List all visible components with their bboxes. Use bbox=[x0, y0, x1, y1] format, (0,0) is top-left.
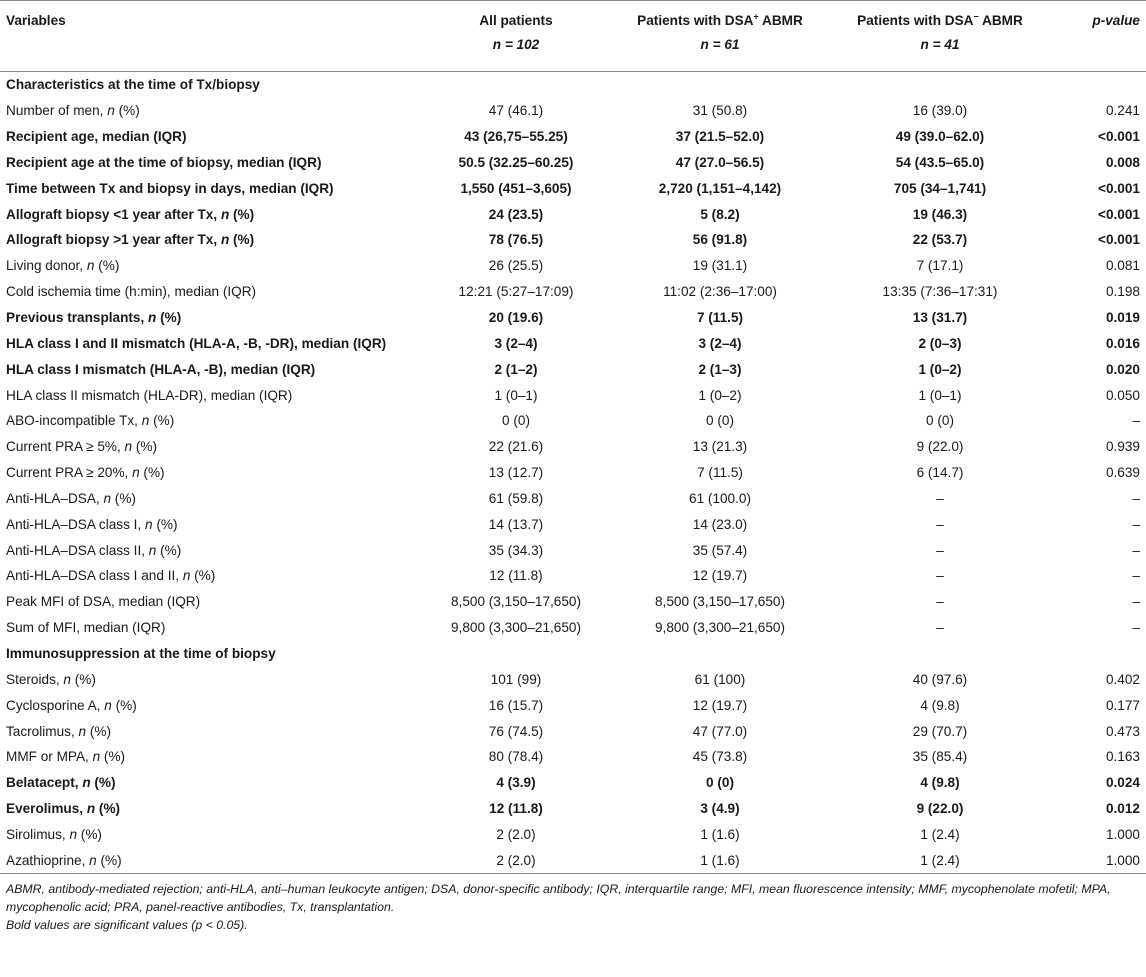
cell-all-patients: 24 (23.5) bbox=[488, 206, 544, 222]
table-row bbox=[0, 847, 1146, 873]
cell-pvalue: 0.008 bbox=[1105, 154, 1140, 170]
section-header bbox=[0, 72, 1146, 98]
cell-all-patients: 1,550 (451–3,605) bbox=[460, 180, 572, 196]
table-row bbox=[0, 124, 1146, 150]
cell-dsa-negative: – bbox=[936, 620, 944, 636]
cell-pvalue: 0.016 bbox=[1105, 335, 1140, 351]
row-label-tail: (%) bbox=[100, 749, 126, 765]
row-label-italic: n bbox=[141, 413, 150, 429]
row-label-text: Allograft biopsy <1 year after Tx, bbox=[6, 206, 221, 222]
header-dsa-negative-suffix: ABMR bbox=[978, 13, 1023, 28]
row-label-text: Recipient age, median (IQR) bbox=[6, 129, 187, 145]
table-row bbox=[0, 692, 1146, 718]
row-label-tail: (%) bbox=[229, 206, 255, 222]
cell-pvalue: – bbox=[1132, 594, 1140, 610]
header-dsa-negative-n bbox=[828, 35, 1052, 72]
row-label-text: Sirolimus, bbox=[6, 826, 70, 842]
row-label bbox=[0, 796, 420, 822]
cell-all-patients: 16 (15.7) bbox=[488, 697, 544, 713]
header-pvalue bbox=[1052, 1, 1146, 36]
row-label-tail: (%) bbox=[229, 232, 255, 248]
row-label-text: Peak MFI of DSA, median (IQR) bbox=[6, 594, 201, 610]
cell-all-patients: 0 (0) bbox=[502, 413, 530, 429]
table-row bbox=[0, 175, 1146, 201]
cell-dsa-negative: 13 (31.7) bbox=[912, 310, 968, 326]
row-label-tail: (%) bbox=[156, 542, 182, 558]
table-row bbox=[0, 486, 1146, 512]
row-label-tail: (%) bbox=[95, 801, 121, 817]
section-header bbox=[0, 641, 1146, 667]
cell-all-patients: 50.5 (32.25–60.25) bbox=[458, 154, 574, 170]
table-row bbox=[0, 434, 1146, 460]
cell-dsa-negative: 22 (53.7) bbox=[912, 232, 968, 248]
cell-dsa-positive: 9,800 (3,300–21,650) bbox=[654, 620, 785, 636]
row-label bbox=[0, 227, 420, 253]
cell-all-patients: 4 (3.9) bbox=[496, 775, 536, 791]
row-label-text: Anti-HLA–DSA, bbox=[6, 490, 104, 506]
row-label-italic: n bbox=[220, 206, 230, 222]
cell-pvalue: 0.473 bbox=[1105, 723, 1140, 739]
cell-pvalue: 0.050 bbox=[1105, 387, 1140, 403]
footnote-abbreviations: ABMR, antibody-mediated rejection; anti-HLA, anti–human leukocyte antigen; DSA, donor-specific antibody; IQR, interquartile range; MFI, mean fluorescence intensity; MMF, mycophenolate mofetil; MPA, mycophenolic acid; PRA, panel-reactive antibodies, Tx, transplantation. bbox=[6, 882, 1111, 915]
row-label-text: Anti-HLA–DSA class I and II, bbox=[6, 568, 183, 584]
cell-pvalue: – bbox=[1132, 620, 1140, 636]
row-label bbox=[0, 356, 420, 382]
row-label-text: Living donor, bbox=[6, 258, 87, 274]
cell-all-patients: 80 (78.4) bbox=[488, 749, 544, 765]
cell-dsa-negative: 49 (39.0–62.0) bbox=[895, 129, 985, 145]
header-dsa-negative-n-text: n = 41 bbox=[920, 37, 960, 52]
row-label-text: Anti-HLA–DSA class II, bbox=[6, 542, 149, 558]
row-label-italic: n bbox=[220, 232, 230, 248]
cell-dsa-positive: 1 (0–2) bbox=[698, 387, 742, 403]
table-row bbox=[0, 201, 1146, 227]
cell-dsa-positive: 0 (0) bbox=[706, 413, 734, 429]
row-label-text: Allograft biopsy >1 year after Tx, bbox=[6, 232, 221, 248]
table-row bbox=[0, 666, 1146, 692]
header-all-n-text: n = 102 bbox=[492, 37, 540, 52]
cell-dsa-negative: 54 (43.5–65.0) bbox=[895, 154, 985, 170]
cell-dsa-negative: 4 (9.8) bbox=[920, 775, 960, 791]
row-label-tail: (%) bbox=[156, 310, 182, 326]
row-label-tail: (%) bbox=[70, 671, 96, 687]
cell-dsa-negative: 0 (0) bbox=[926, 413, 954, 429]
cell-all-patients: 47 (46.1) bbox=[488, 103, 544, 119]
cell-dsa-negative: 7 (17.1) bbox=[916, 258, 964, 274]
row-label bbox=[0, 692, 420, 718]
cell-dsa-positive: 31 (50.8) bbox=[692, 103, 748, 119]
cell-pvalue: – bbox=[1132, 490, 1140, 506]
row-label-italic: n bbox=[132, 465, 140, 481]
footnote-bold-note: Bold values are significant values (p < 0.05). bbox=[6, 918, 248, 933]
cell-pvalue: – bbox=[1132, 568, 1140, 584]
cell-dsa-positive: 3 (2–4) bbox=[698, 335, 742, 351]
cell-dsa-negative: 2 (0–3) bbox=[918, 335, 962, 351]
cell-dsa-negative: 705 (34–1,741) bbox=[893, 180, 987, 196]
table-row bbox=[0, 150, 1146, 176]
cell-all-patients: 13 (12.7) bbox=[488, 465, 544, 481]
header-dsa-positive-prefix: Patients with DSA bbox=[637, 13, 754, 28]
table-row bbox=[0, 382, 1146, 408]
cell-dsa-positive: 47 (77.0) bbox=[692, 723, 748, 739]
cell-dsa-positive: 61 (100.0) bbox=[689, 490, 751, 506]
row-label-tail: (%) bbox=[139, 465, 165, 481]
header-pvalue-text: p-value bbox=[1092, 13, 1140, 28]
header-all-n bbox=[420, 35, 612, 72]
table-row bbox=[0, 821, 1146, 847]
header-empty bbox=[0, 35, 420, 72]
cell-dsa-positive: 56 (91.8) bbox=[692, 232, 748, 248]
cell-all-patients: 43 (26,75–55.25) bbox=[464, 129, 568, 145]
cell-all-patients: 35 (34.3) bbox=[488, 542, 544, 558]
cell-dsa-positive: 61 (100) bbox=[694, 671, 746, 687]
cell-dsa-positive: 47 (27.0–56.5) bbox=[675, 154, 765, 170]
cell-dsa-negative: – bbox=[936, 516, 944, 532]
row-label-italic: n bbox=[63, 671, 71, 687]
table-row bbox=[0, 253, 1146, 279]
header-all-patients: All patients bbox=[479, 13, 553, 28]
row-label bbox=[0, 847, 420, 873]
cell-all-patients: 12 (11.8) bbox=[489, 801, 543, 817]
cell-pvalue: 0.019 bbox=[1105, 310, 1140, 326]
row-label bbox=[0, 718, 420, 744]
table-row bbox=[0, 589, 1146, 615]
cell-pvalue: – bbox=[1132, 516, 1140, 532]
row-label bbox=[0, 124, 420, 150]
row-label-text: MMF or MPA, bbox=[6, 749, 93, 765]
table-row bbox=[0, 615, 1146, 641]
row-label bbox=[0, 201, 420, 227]
row-label-tail: (%) bbox=[86, 723, 111, 739]
cell-dsa-positive: 11:02 (2:36–17:00) bbox=[663, 284, 777, 300]
row-label bbox=[0, 253, 420, 279]
table-row bbox=[0, 356, 1146, 382]
row-label-italic: n bbox=[78, 723, 87, 739]
header-dsa-positive-n bbox=[612, 35, 828, 72]
row-label-text: HLA class I and II mismatch (HLA-A, -B, -DR), median (IQR) bbox=[6, 335, 387, 351]
table-row bbox=[0, 718, 1146, 744]
header-dsa-positive-suffix: ABMR bbox=[758, 13, 803, 28]
cell-dsa-negative: 9 (22.0) bbox=[916, 439, 964, 455]
row-label-text: Cyclosporine A, bbox=[6, 697, 105, 713]
table-footnotes bbox=[0, 874, 1146, 934]
row-label-tail: (%) bbox=[152, 516, 178, 532]
cell-pvalue: 0.241 bbox=[1105, 103, 1140, 119]
cell-dsa-positive: 2 (1–3) bbox=[698, 361, 742, 377]
cell-pvalue: <0.001 bbox=[1098, 232, 1140, 248]
row-label-text: Azathioprine, bbox=[6, 852, 90, 868]
cell-dsa-positive: 1 (1.6) bbox=[700, 852, 740, 868]
row-label bbox=[0, 744, 420, 770]
table-row bbox=[0, 227, 1146, 253]
cell-dsa-negative: – bbox=[936, 542, 944, 558]
row-label bbox=[0, 305, 420, 331]
row-label-text: Previous transplants, bbox=[6, 310, 149, 326]
cell-dsa-negative: 1 (0–2) bbox=[918, 361, 962, 377]
cell-dsa-negative: 1 (2.4) bbox=[920, 826, 960, 842]
table-row bbox=[0, 770, 1146, 796]
table-row bbox=[0, 330, 1146, 356]
row-label-text: Current PRA ≥ 5%, bbox=[6, 439, 125, 455]
row-label-text: Anti-HLA–DSA class I, bbox=[6, 516, 146, 532]
header-dsa-negative-prefix: Patients with DSA bbox=[857, 13, 974, 28]
section-title: Immunosuppression at the time of biopsy bbox=[6, 645, 276, 661]
cell-all-patients: 22 (21.6) bbox=[488, 439, 544, 455]
header-variables: Variables bbox=[6, 13, 66, 28]
cell-dsa-positive: 12 (19.7) bbox=[692, 697, 748, 713]
row-label-tail: (%) bbox=[111, 697, 137, 713]
row-label-text: Everolimus, bbox=[6, 801, 87, 817]
row-label bbox=[0, 486, 420, 512]
cell-all-patients: 14 (13.7) bbox=[488, 516, 544, 532]
row-label bbox=[0, 615, 420, 641]
row-label bbox=[0, 434, 420, 460]
cell-pvalue: <0.001 bbox=[1098, 206, 1140, 222]
cell-dsa-positive: 0 (0) bbox=[706, 775, 734, 791]
cell-all-patients: 8,500 (3,150–17,650) bbox=[450, 594, 581, 610]
row-label bbox=[0, 770, 420, 796]
cell-pvalue: 0.163 bbox=[1105, 749, 1140, 765]
cell-pvalue: 0.012 bbox=[1105, 801, 1140, 817]
table-row bbox=[0, 796, 1146, 822]
cell-dsa-negative: 13:35 (7:36–17:31) bbox=[882, 284, 998, 300]
cell-pvalue: 0.639 bbox=[1105, 465, 1140, 481]
cell-all-patients: 26 (25.5) bbox=[488, 258, 544, 274]
cell-all-patients: 2 (1–2) bbox=[494, 361, 538, 377]
section-title: Characteristics at the time of Tx/biopsy bbox=[6, 77, 260, 93]
cell-dsa-positive: 35 (57.4) bbox=[692, 542, 748, 558]
row-label-tail: (%) bbox=[132, 439, 158, 455]
cell-dsa-negative: 4 (9.8) bbox=[920, 697, 960, 713]
row-label-text: Tacrolimus, bbox=[6, 723, 79, 739]
cell-all-patients: 78 (76.5) bbox=[488, 232, 544, 248]
cell-dsa-positive: 19 (31.1) bbox=[692, 258, 748, 274]
cell-pvalue: 0.024 bbox=[1105, 775, 1140, 791]
row-label-italic: n bbox=[69, 826, 78, 842]
header-dsa-negative-sup: − bbox=[973, 11, 979, 22]
row-label-tail: (%) bbox=[77, 826, 102, 842]
table-row bbox=[0, 408, 1146, 434]
cell-dsa-positive: 7 (11.5) bbox=[696, 310, 744, 326]
row-label-italic: n bbox=[104, 697, 112, 713]
row-label-italic: n bbox=[82, 775, 91, 791]
row-label-text: Belatacept, bbox=[6, 775, 83, 791]
row-label-tail: (%) bbox=[190, 568, 216, 584]
cell-dsa-positive: 5 (8.2) bbox=[700, 206, 740, 222]
cell-dsa-negative: 29 (70.7) bbox=[912, 723, 968, 739]
table-row bbox=[0, 305, 1146, 331]
cell-pvalue: – bbox=[1132, 413, 1140, 429]
row-label bbox=[0, 460, 420, 486]
row-label-text: Number of men, bbox=[6, 103, 108, 119]
cell-pvalue: 0.402 bbox=[1105, 671, 1140, 687]
row-label-italic: n bbox=[124, 439, 133, 455]
cell-dsa-positive: 37 (21.5–52.0) bbox=[675, 129, 765, 145]
row-label bbox=[0, 98, 420, 124]
row-label bbox=[0, 666, 420, 692]
row-label bbox=[0, 382, 420, 408]
table-header bbox=[0, 1, 1146, 72]
cell-dsa-positive: 3 (4.9) bbox=[700, 801, 740, 817]
table-row bbox=[0, 98, 1146, 124]
cell-dsa-negative: 1 (2.4) bbox=[920, 852, 960, 868]
row-label-italic: n bbox=[148, 542, 157, 558]
cell-dsa-negative: 19 (46.3) bbox=[912, 206, 968, 222]
table-row bbox=[0, 460, 1146, 486]
cell-dsa-positive: 14 (23.0) bbox=[692, 516, 748, 532]
cell-dsa-positive: 13 (21.3) bbox=[692, 439, 748, 455]
row-label bbox=[0, 537, 420, 563]
cell-dsa-positive: 2,720 (1,151–4,142) bbox=[658, 180, 782, 196]
cell-dsa-negative: – bbox=[936, 568, 944, 584]
cell-dsa-positive: 45 (73.8) bbox=[692, 749, 748, 765]
cell-dsa-negative: 1 (0–1) bbox=[918, 387, 962, 403]
row-label-italic: n bbox=[107, 103, 115, 119]
cell-pvalue: 0.020 bbox=[1105, 361, 1140, 377]
cell-pvalue: 0.081 bbox=[1105, 258, 1140, 274]
row-label-italic: n bbox=[92, 749, 101, 765]
table-row bbox=[0, 744, 1146, 770]
row-label-italic: n bbox=[182, 568, 191, 584]
header-pvalue-empty bbox=[1052, 35, 1146, 72]
cell-all-patients: 76 (74.5) bbox=[488, 723, 544, 739]
cell-pvalue: 0.198 bbox=[1105, 284, 1140, 300]
cell-dsa-positive: 8,500 (3,150–17,650) bbox=[654, 594, 785, 610]
row-label-text: Cold ischemia time (h:min), median (IQR) bbox=[6, 284, 257, 300]
table-row bbox=[0, 279, 1146, 305]
row-label-tail: (%) bbox=[111, 490, 136, 506]
header-dsa-positive-sup: + bbox=[753, 11, 759, 22]
cell-dsa-negative: 40 (97.6) bbox=[912, 671, 968, 687]
cell-dsa-negative: – bbox=[936, 490, 944, 506]
row-label-italic: n bbox=[86, 801, 96, 817]
cell-pvalue: <0.001 bbox=[1098, 129, 1140, 145]
row-label-text: Recipient age at the time of biopsy, median (IQR) bbox=[6, 154, 322, 170]
cell-all-patients: 2 (2.0) bbox=[496, 826, 536, 842]
row-label-text: HLA class I mismatch (HLA-A, -B), median (IQR) bbox=[6, 361, 316, 377]
row-label-italic: n bbox=[86, 258, 95, 274]
cell-pvalue: <0.001 bbox=[1098, 180, 1140, 196]
row-label bbox=[0, 589, 420, 615]
cell-pvalue: 1.000 bbox=[1105, 852, 1140, 868]
row-label bbox=[0, 330, 420, 356]
row-label-tail: (%) bbox=[94, 258, 120, 274]
row-label-italic: n bbox=[148, 310, 157, 326]
row-label bbox=[0, 279, 420, 305]
row-label-tail: (%) bbox=[114, 103, 140, 119]
table-body bbox=[0, 72, 1146, 874]
table-row bbox=[0, 537, 1146, 563]
header-dsa-negative bbox=[828, 1, 1052, 36]
cell-dsa-negative: – bbox=[936, 594, 944, 610]
cell-dsa-positive: 12 (19.7) bbox=[692, 568, 748, 584]
row-label-text: HLA class II mismatch (HLA-DR), median (IQR) bbox=[6, 387, 293, 403]
row-label-text: Time between Tx and biopsy in days, median (IQR) bbox=[6, 180, 334, 196]
cell-dsa-positive: 7 (11.5) bbox=[697, 465, 743, 481]
row-label bbox=[0, 821, 420, 847]
row-label bbox=[0, 150, 420, 176]
table-row bbox=[0, 511, 1146, 537]
cell-dsa-negative: 9 (22.0) bbox=[916, 801, 964, 817]
cell-all-patients: 3 (2–4) bbox=[494, 335, 538, 351]
row-label-italic: n bbox=[89, 852, 97, 868]
cell-all-patients: 9,800 (3,300–21,650) bbox=[450, 620, 581, 636]
cell-pvalue: 1.000 bbox=[1105, 826, 1140, 842]
row-label-italic: n bbox=[103, 490, 112, 506]
cell-dsa-negative: 35 (85.4) bbox=[912, 749, 968, 765]
cell-all-patients: 12 (11.8) bbox=[489, 568, 543, 584]
row-label-tail: (%) bbox=[96, 852, 122, 868]
header-dsa-positive bbox=[612, 1, 828, 36]
cell-pvalue: 0.939 bbox=[1105, 439, 1140, 455]
row-label-tail: (%) bbox=[90, 775, 116, 791]
cell-pvalue: – bbox=[1132, 542, 1140, 558]
row-label-italic: n bbox=[145, 516, 153, 532]
header-dsa-positive-n-text: n = 61 bbox=[700, 37, 740, 52]
cell-all-patients: 61 (59.8) bbox=[488, 490, 544, 506]
cell-dsa-positive: 1 (1.6) bbox=[700, 826, 740, 842]
cell-all-patients: 101 (99) bbox=[490, 671, 542, 687]
row-label bbox=[0, 408, 420, 434]
row-label-tail: (%) bbox=[149, 413, 175, 429]
row-label-text: Sum of MFI, median (IQR) bbox=[6, 620, 166, 636]
cell-pvalue: 0.177 bbox=[1105, 697, 1140, 713]
row-label-text: Steroids, bbox=[6, 671, 64, 687]
row-label bbox=[0, 175, 420, 201]
cell-all-patients: 1 (0–1) bbox=[494, 387, 538, 403]
cell-dsa-negative: 6 (14.7) bbox=[916, 465, 964, 481]
cell-dsa-negative: 16 (39.0) bbox=[912, 103, 968, 119]
table-row bbox=[0, 563, 1146, 589]
cell-all-patients: 20 (19.6) bbox=[488, 310, 544, 326]
row-label-text: ABO-incompatible Tx, bbox=[6, 413, 142, 429]
row-label bbox=[0, 511, 420, 537]
row-label bbox=[0, 563, 420, 589]
cell-all-patients: 12:21 (5:27–17:09) bbox=[458, 284, 574, 300]
row-label-text: Current PRA ≥ 20%, bbox=[6, 465, 133, 481]
cell-all-patients: 2 (2.0) bbox=[496, 852, 536, 868]
